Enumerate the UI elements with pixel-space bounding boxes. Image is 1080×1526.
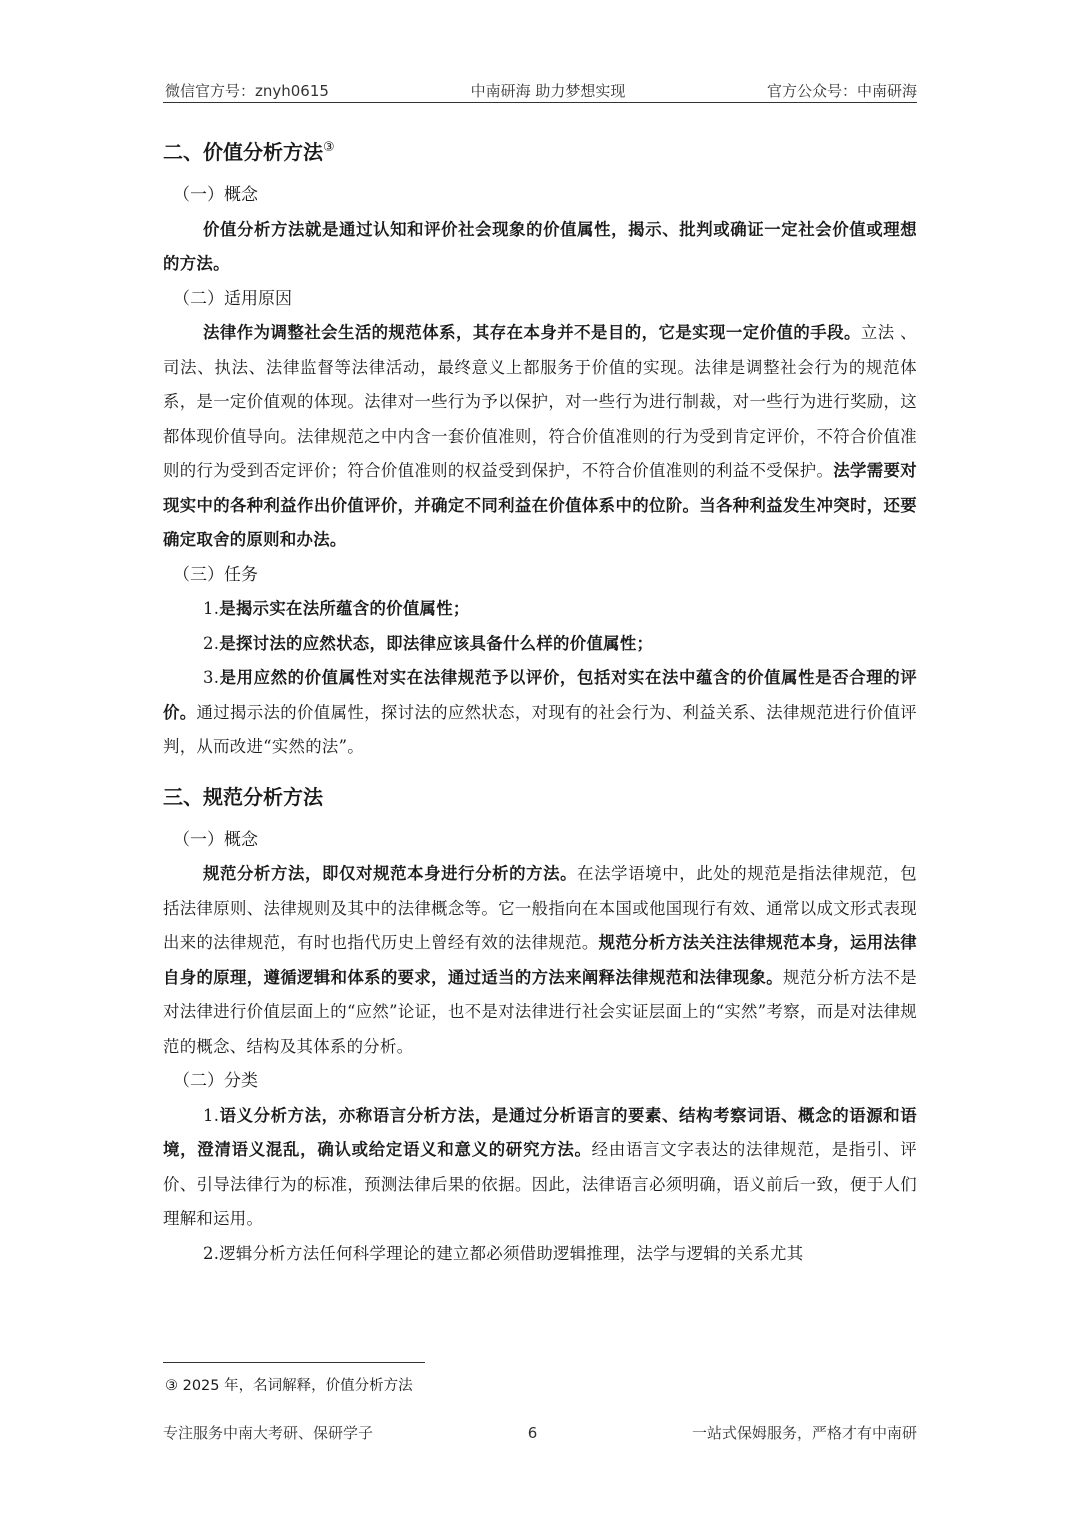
footer-left: 专注服务中南大考研、保研学子 <box>163 1424 374 1442</box>
footnote-divider <box>163 1362 425 1363</box>
header-divider <box>163 102 917 103</box>
subheading-concept: （一）概念 <box>173 185 258 205</box>
list-item: 3.是用应然的价值属性对实在法律规范予以评价，包括对实在法中蕴含的价值属性是否合理的评价。通过揭示法的价值属性，探讨法的应然状态，对现有的社会行为、利益关系、法律规范进行价值评判，从而改进“实然的法”。 <box>163 668 917 756</box>
subheading-types: （二）分类 <box>173 1071 258 1091</box>
list-item: 1.是揭示实在法所蕴含的价值属性； <box>203 599 470 618</box>
header-official-account: 官方公众号：中南研海 <box>766 81 917 100</box>
paragraph: 法律作为调整社会生活的规范体系，其存在本身并不是目的，它是实现一定价值的手段。立法 、司法、执法、法律监督等法律活动，最终意义上都服务于价值的实现。法律是调整社会行为的规范体系，是一定价值观的体现。法律对一些行为予以保护，对一些行为进行制裁，对一些行为进行奖励，这都体现价值导向。法律规范之中内含一套价值准则，符合价值准则的行为受到肯定评价，不符合价值准则的行为受到否定评价；符合价值准则的权益受到保护，不符合价值准则的利益不受保护。法学需要对现实中的各种利益作出价值评价，并确定不同利益在价值体系中的位阶。当各种利益发生冲突时，还要确定取舍的原则和办法。 <box>163 323 917 549</box>
list-item: 2.逻辑分析方法任何科学理论的建立都必须借助逻辑推理，法学与逻辑的关系尤其 <box>203 1243 804 1263</box>
subheading-reason: （二）适用原因 <box>173 288 292 309</box>
list-item: 1.语义分析方法，亦称语言分析方法，是通过分析语言的要素、结构考察词语、概念的语源和语境，澄清语义混乱，确认或给定语义和意义的研究方法。经由语言文字表达的法律规范，是指引、评价、引导法律行为的标准，预测法律后果的依据。因此，法律语言必须明确，语义前后一致，便于人们理解和运用。 <box>163 1105 918 1228</box>
page-number: 6 <box>527 1423 538 1442</box>
page-content <box>163 128 917 1271</box>
header-slogan: 中南研海 助力梦想实现 <box>470 81 626 100</box>
section-heading-normative-analysis: 三、规范分析方法 <box>163 784 323 809</box>
paragraph: 价值分析方法就是通过认知和评价社会现象的价值属性，揭示、批判或确证一定社会价值或理想的方法。 <box>163 219 917 273</box>
list-item: 2.是探讨法的应然状态，即法律应该具备什么样的价值属性； <box>203 633 654 653</box>
subheading-tasks: （三）任务 <box>173 564 258 585</box>
section-heading-value-analysis: 二、价值分析方法③ <box>163 140 335 164</box>
paragraph: 规范分析方法，即仅对规范本身进行分析的方法。在法学语境中，此处的规范是指法律规范，包括法律原则、法律规则及其中的法律概念等。它一般指向在本国或他国现行有效、通常以成文形式表现出来的法律规范，有时也指代历史上曾经有效的法律规范。规范分析方法关注法律规范本身，运用法律自身的原理，遵循逻辑和体系的要求，通过适当的方法来阐释法律规范和法律现象。规范分析方法不是对法律进行价值层面上的“应然”论证，也不是对法律进行社会实证层面上的“实然”考察，而是对法律规范的概念、结构及其体系的分析。 <box>163 864 918 1056</box>
page-footer <box>163 1422 917 1443</box>
footer-right: 一站式保姆服务，严格才有中南研 <box>691 1424 917 1442</box>
subheading-concept: （一）概念 <box>173 829 258 850</box>
footnote: ③ 2025 年，名词解释，价值分析方法 <box>165 1378 413 1394</box>
page-header <box>165 78 917 102</box>
header-wechat-id: 微信官方号：znyh0615 <box>165 81 329 100</box>
footnote-ref[interactable]: ③ <box>323 140 335 155</box>
